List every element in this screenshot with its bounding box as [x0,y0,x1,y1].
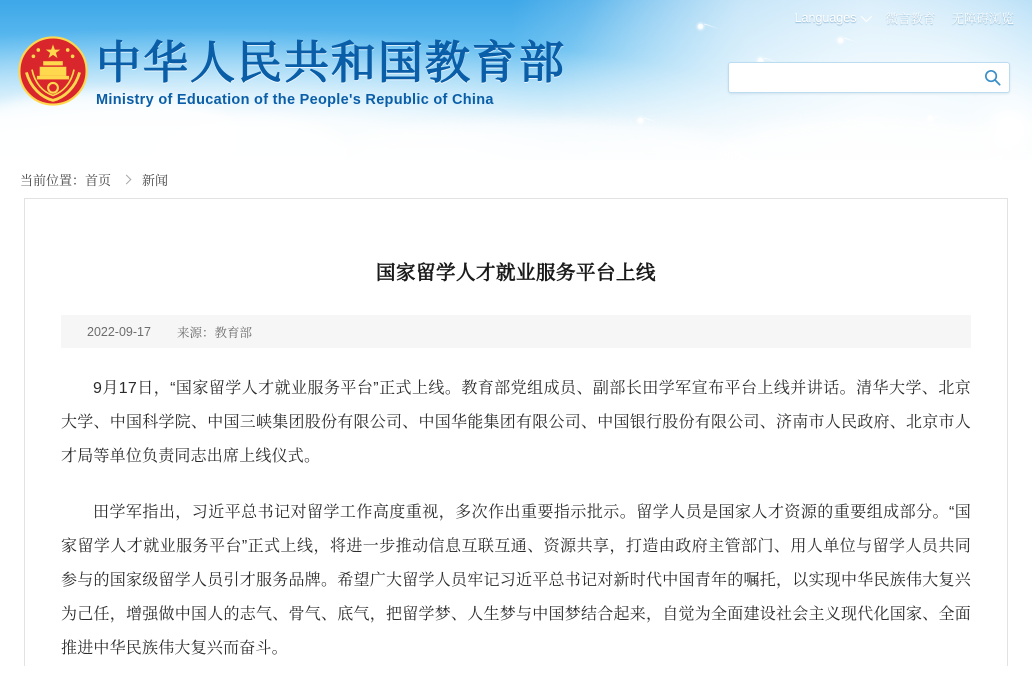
article-source: 来源：教育部 [176,325,252,340]
search-icon [983,68,1002,87]
languages-label: Languages [794,11,857,25]
dandelion-seed-icon [700,26,701,27]
article-card [24,198,1008,666]
accessibility-browsing-link[interactable]: 无障碍浏览 [951,12,1014,26]
chevron-right-icon [122,174,132,184]
site-title-block [96,38,566,108]
search-button[interactable] [975,63,1009,92]
languages-menu[interactable] [795,11,870,25]
article-date: 2022-09-17 [87,324,151,339]
article-paragraph: 田学军指出，习近平总书记对留学工作高度重视，多次作出重要指示批示。留学人员是国家人才资源的重要组成部分。“国家留学人才就业服务平台”正式上线，将进一步推动信息互联互通、资源共享，打造由政府主管部门、用人单位与留学人员共同参与的国家级留学人员引才服务品牌。希望广大留学人员牢记习近平总书记对新时代中国青年的嘱托，以实现中华民族伟大复兴为己任，增强做中国人的志气、骨气、底气，把留学梦、人生梦与中国梦结合起来，自觉为全面建设社会主义现代化国家、全面推进中华民族伟大复兴而奋斗。 [61,504,971,657]
dandelion-seed-icon [840,40,841,41]
top-utility-links [795,9,1014,27]
article-body [61,348,971,666]
breadcrumb [0,160,1032,198]
article-paragraph: 9月17日，“国家留学人才就业服务平台”正式上线。教育部党组成员、副部长田学军宣布平台上线并讲话。清华大学、北京大学、中国科学院、中国三峡集团股份有限公司、中国华能集团有限公司、中国银行股份有限公司、济南市人民政府、北京市人才局等单位负责同志出席上线仪式。 [61,380,971,465]
article-meta [61,315,971,348]
site-header-banner [0,0,1032,160]
national-emblem-icon [18,36,88,106]
site-title-cn: 中华人民共和国教育部 [96,38,567,88]
dandelion-seed-icon [930,118,931,119]
cloud-decoration [330,120,750,160]
breadcrumb-item-home[interactable]: 首页 [85,172,112,188]
article-title: 国家留学人才就业服务平台上线 [375,262,656,284]
dandelion-seed-icon [640,120,641,121]
dandelion-puff-icon [962,82,1032,160]
breadcrumb-item-news[interactable]: 新闻 [142,172,169,188]
search-input[interactable] [729,64,975,91]
site-title-en: Ministry of Education of the People's Republic of China [96,92,494,108]
chevron-down-icon [861,11,872,22]
dandelion-seed-icon [760,60,761,61]
weiyan-jiaoyu-link[interactable]: 微言教育 [885,12,936,26]
breadcrumb-prefix: 当前位置： [20,172,86,188]
site-search[interactable] [728,62,1010,93]
